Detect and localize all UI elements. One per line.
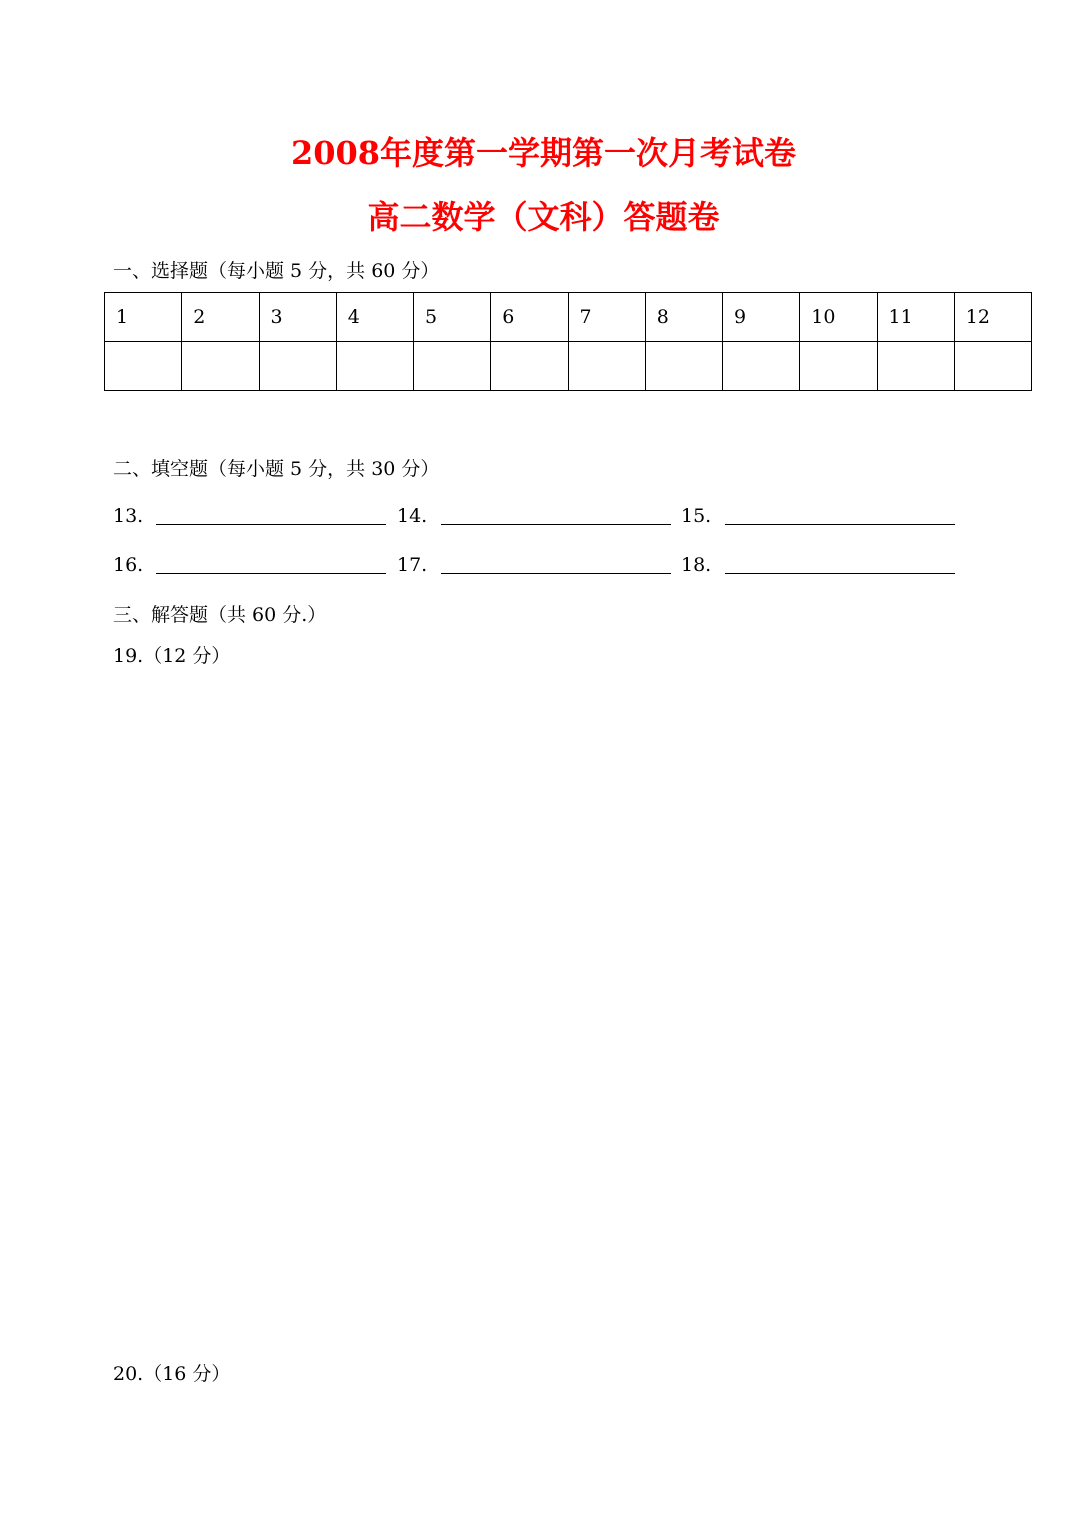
answer-cell[interactable]	[336, 342, 413, 391]
question-number-cell: 10	[800, 293, 877, 342]
answer-cell[interactable]	[877, 342, 954, 391]
answer-cell[interactable]	[105, 342, 182, 391]
answer-cell[interactable]	[723, 342, 800, 391]
question-number-cell: 1	[105, 293, 182, 342]
question-number-cell: 5	[414, 293, 491, 342]
question-number-cell: 2	[182, 293, 259, 342]
question-20-label: 20.（16 分）	[113, 1363, 231, 1385]
question-19-label: 19.（12 分）	[113, 645, 231, 667]
blank-label-18: 18.	[681, 554, 712, 576]
blank-line-16[interactable]	[156, 573, 386, 574]
table-row-numbers	[105, 293, 1032, 342]
choice-answer-table	[104, 292, 1032, 391]
section2-heading: 二、填空题（每小题 5 分，共 30 分）	[113, 458, 440, 480]
table-row-answers	[105, 342, 1032, 391]
exam-title: 2008年度第一学期第一次月考试卷	[290, 134, 797, 172]
answer-cell[interactable]	[414, 342, 491, 391]
blank-line-13[interactable]	[156, 524, 386, 525]
question-number-cell: 8	[645, 293, 722, 342]
section3-heading: 三、解答题（共 60 分.）	[113, 604, 327, 626]
blank-label-16: 16.	[113, 554, 144, 576]
blank-line-17[interactable]	[441, 573, 671, 574]
answer-cell[interactable]	[800, 342, 877, 391]
answer-cell[interactable]	[182, 342, 259, 391]
answer-cell[interactable]	[645, 342, 722, 391]
question-number-cell: 6	[491, 293, 568, 342]
blank-line-14[interactable]	[441, 524, 671, 525]
answer-cell[interactable]	[491, 342, 568, 391]
question-number-cell: 7	[568, 293, 645, 342]
question-number-cell: 9	[723, 293, 800, 342]
section1-heading: 一、选择题（每小题 5 分，共 60 分）	[113, 260, 440, 282]
question-number-cell: 3	[259, 293, 336, 342]
question-number-cell: 12	[954, 293, 1031, 342]
exam-subtitle: 高二数学（文科）答题卷	[367, 198, 720, 236]
blank-label-15: 15.	[681, 505, 712, 527]
blank-line-15[interactable]	[725, 524, 955, 525]
question-number-cell: 4	[336, 293, 413, 342]
answer-cell[interactable]	[954, 342, 1031, 391]
answer-cell[interactable]	[259, 342, 336, 391]
answer-cell[interactable]	[568, 342, 645, 391]
blank-label-13: 13.	[113, 505, 144, 527]
question-number-cell: 11	[877, 293, 954, 342]
blank-line-18[interactable]	[725, 573, 955, 574]
blank-label-17: 17.	[397, 554, 428, 576]
blank-label-14: 14.	[397, 505, 428, 527]
